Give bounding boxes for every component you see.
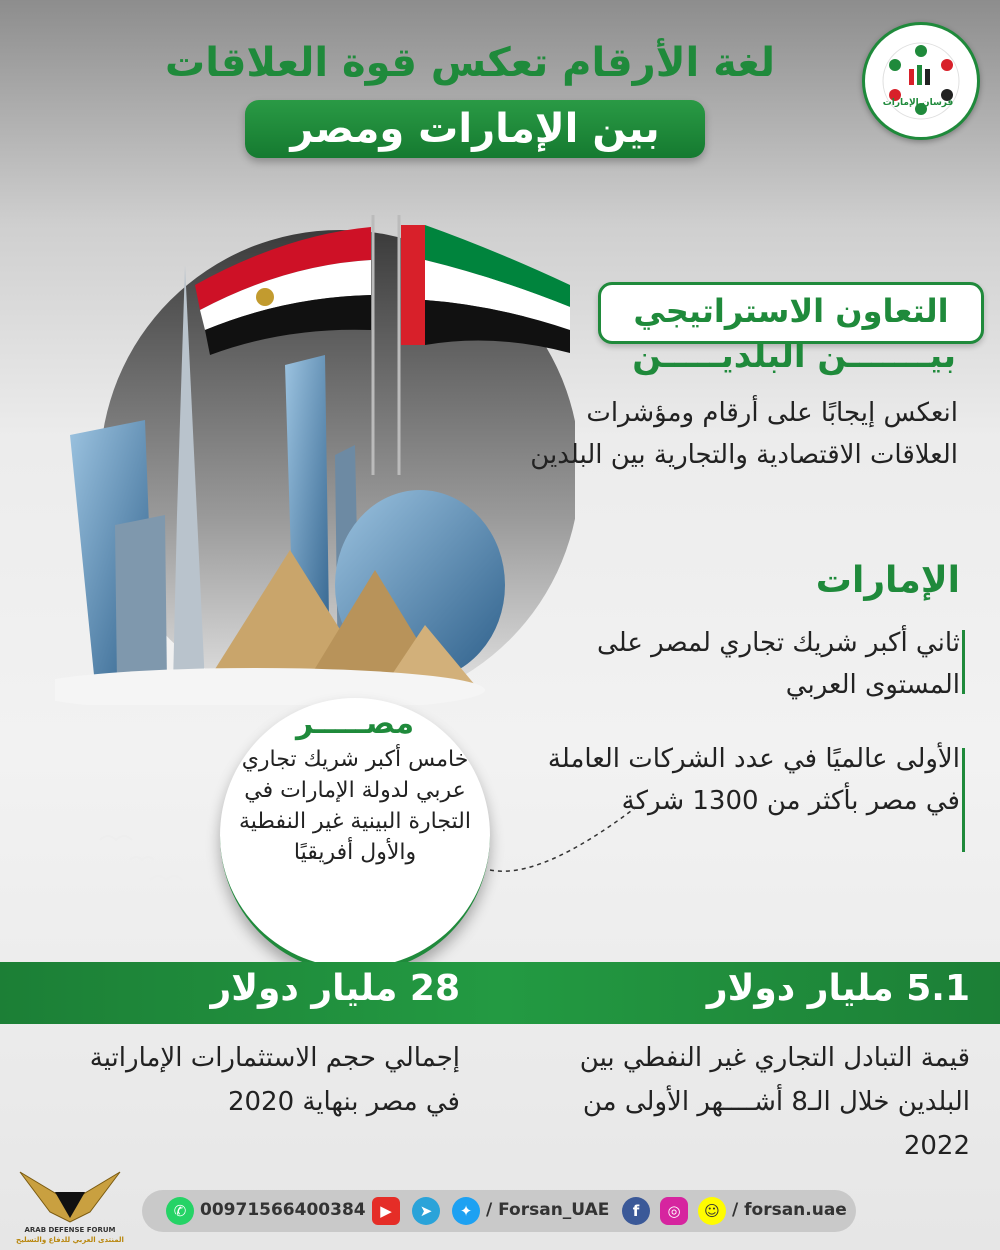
instagram-icon[interactable]: ◎	[660, 1197, 688, 1225]
page-subtitle-banner: بين الإمارات ومصر	[245, 100, 705, 158]
snapchat-icon[interactable]: ☺	[698, 1197, 726, 1225]
forum-arabic-title: المنتدى العربي للدفاع والتسليح	[16, 1236, 124, 1244]
social-handle-1[interactable]: / Forsan_UAE	[486, 1200, 610, 1220]
page-title: لغة الأرقام تعكس قوة العلاقات	[165, 40, 775, 86]
social-handle-2[interactable]: / forsan.uae	[732, 1200, 847, 1220]
dashed-connector	[490, 808, 635, 871]
logo-label: فرسان الإمارات	[882, 98, 954, 108]
facebook-icon[interactable]: f	[622, 1197, 650, 1225]
strategic-cooperation-body: انعكس إيجابًا على أرقام ومؤشرات العلاقات الاقتصادية والتجارية بين البلدين	[530, 398, 958, 470]
people-circle-icon	[865, 25, 977, 137]
birds-icon	[100, 836, 199, 905]
investment-value: 28 مليار دولار	[210, 968, 460, 1009]
telegram-icon[interactable]: ➤	[412, 1197, 440, 1225]
uae-flag	[401, 225, 570, 353]
uae-fact-2: الأولى عالميًا في عدد الشركات العاملة في مصر بأكثر من 1300 شركة	[547, 744, 960, 816]
egypt-heading: مصـــــر	[295, 706, 415, 741]
strategic-cooperation-subtitle: بيـــــــن البلديـــــن	[632, 336, 956, 376]
forsan-logo	[862, 22, 980, 140]
uae-fact-1: ثاني أكبر شريك تجاري لمصر على المستوى العربي	[597, 628, 960, 700]
skyline-illustration	[55, 215, 575, 705]
twitter-icon[interactable]: ✦	[452, 1197, 480, 1225]
trade-value: 5.1 مليار دولار	[706, 968, 970, 1009]
whatsapp-number[interactable]: 00971566400384	[200, 1200, 366, 1220]
trade-description: قيمة التبادل التجاري غير النفطي بين البلدين خلال الـ8 أشــــهر الأولى من 2022	[579, 1043, 970, 1161]
strategic-cooperation-title: التعاون الاستراتيجي	[598, 282, 984, 344]
forum-title: ARAB DEFENSE FORUM	[24, 1226, 116, 1234]
whatsapp-icon[interactable]: ✆	[166, 1197, 194, 1225]
egypt-body: خامس أكبر شريك تجاري عربي لدولة الإمارات في التجارة البينية غير النفطية والأول أفريقيًا	[239, 747, 471, 865]
uae-heading: الإمارات	[815, 560, 960, 601]
investment-description: إجمالي حجم الاستثمارات الإماراتية في مصر بنهاية 2020	[89, 1043, 460, 1117]
youtube-icon[interactable]: ▶	[372, 1197, 400, 1225]
eagle-shield-icon	[10, 1162, 130, 1226]
